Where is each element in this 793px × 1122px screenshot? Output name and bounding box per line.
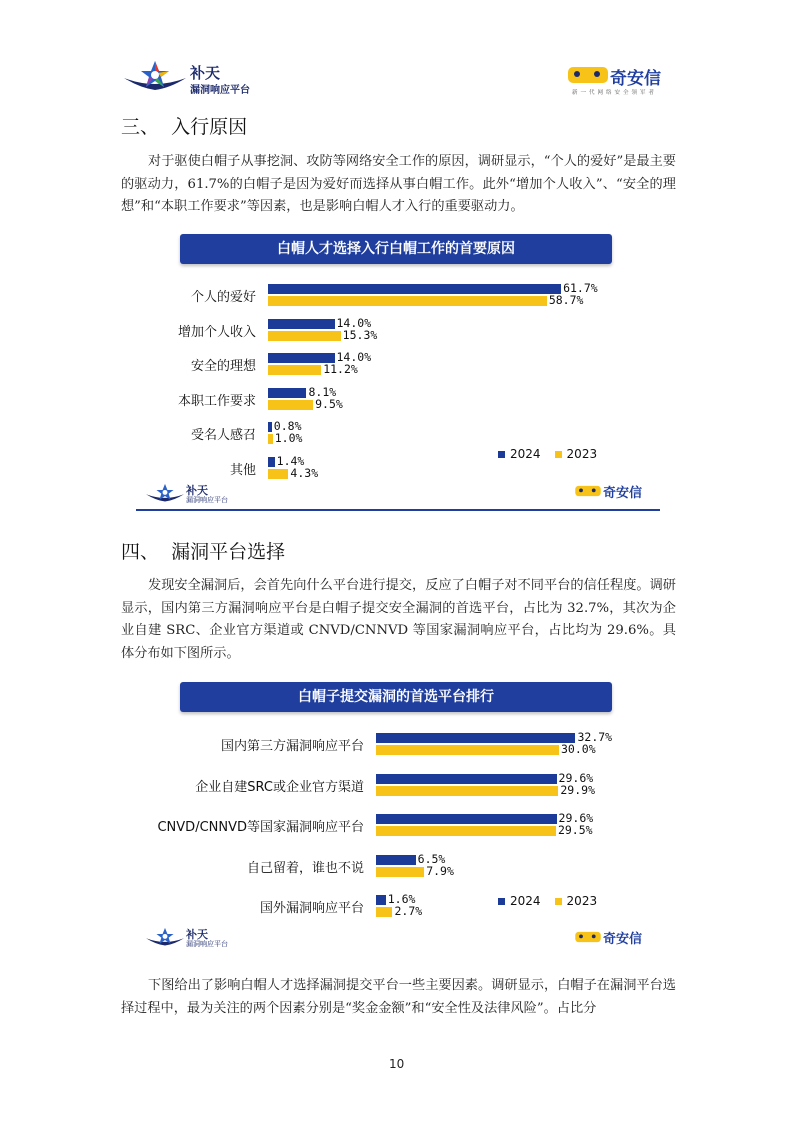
value-label: 11.2% — [323, 362, 358, 376]
bar-2024 — [376, 774, 557, 784]
value-label: 4.3% — [290, 465, 319, 480]
qianxin-logo-title: 奇安信 — [610, 69, 661, 89]
bar-2023 — [376, 907, 392, 917]
value-label: 1.0% — [274, 431, 303, 445]
value-label: 29.6% — [558, 811, 594, 825]
chart-plot — [136, 226, 660, 512]
value-label: 15.3% — [342, 327, 378, 342]
legend-swatch — [498, 451, 505, 458]
bar-2024 — [376, 895, 386, 905]
chart-footer-rule — [136, 509, 660, 511]
category-label: 个人的爱好 — [190, 290, 256, 305]
legend-swatch — [498, 898, 505, 905]
value-label: 14.0% — [336, 350, 372, 364]
value-label: 1.4% — [276, 453, 305, 468]
value-label: 7.9% — [426, 863, 454, 878]
bar-2023 — [268, 400, 313, 410]
legend-swatch — [555, 451, 562, 458]
bar-2023 — [376, 786, 558, 796]
value-label: 29.9% — [560, 782, 595, 797]
bar-2023 — [376, 745, 559, 755]
bar-2023 — [376, 826, 556, 836]
category-label: 受名人感召 — [190, 428, 256, 443]
value-label: 32.7% — [577, 730, 613, 744]
value-label: 29.6% — [558, 770, 594, 785]
qianxin-mascot-icon — [567, 64, 609, 86]
footer-butian-subtitle: 漏洞响应平台 — [186, 940, 228, 948]
category-label: 增加个人收入 — [177, 324, 256, 340]
section-3-title: 三、 入行原因 — [121, 116, 248, 138]
value-label: 58.7% — [548, 293, 584, 307]
category-label: 企业自建SRC或企业官方渠道 — [195, 779, 364, 795]
butian-logo-icon — [122, 58, 188, 94]
butian-logo-icon — [142, 926, 188, 948]
bar-2024 — [268, 388, 306, 398]
legend-item — [498, 447, 541, 461]
footer-butian-logo — [142, 482, 188, 508]
value-label: 8.1% — [308, 384, 337, 399]
value-label: 9.5% — [315, 396, 343, 411]
section-4-paragraph: 发现安全漏洞后，会首先向什么平台进行提交，反应了白帽子对不同平台的信任程度。调研显示，国内第三方漏洞响应平台是白帽子提交安全漏洞的首选平台，占比为 32.7%，其次为企业自建 SRC、企业官方渠道或 CNVD/CNNVD 等国家漏洞响应平台，占比均为 29.6%。具体分布如下图所示。 — [121, 578, 676, 661]
bar-2023 — [268, 331, 341, 341]
legend-item — [555, 894, 598, 908]
category-label: CNVD/CNNVD等国家漏洞响应平台 — [157, 820, 364, 835]
bar-2023 — [376, 867, 424, 877]
category-label: 自己留着，谁也不说 — [246, 860, 364, 876]
legend-label: 2024 — [510, 447, 541, 461]
value-label: 1.6% — [387, 892, 416, 906]
chart-entry-reasons — [136, 226, 660, 512]
legend-swatch — [555, 898, 562, 905]
section-3-paragraph: 对于驱使白帽子从事挖洞、攻防等网络安全工作的原因，调研显示，“个人的爱好”是最主要的驱动力，61.7%的白帽子是因为爱好而选择从事白帽工作。此外“增加个人收入”、“安全的理想”和“本职工作要求”等因素，也是影响白帽人才入行的重要驱动力。 — [121, 154, 676, 214]
legend-label: 2024 — [510, 894, 541, 908]
bar-2024 — [268, 422, 272, 432]
category-label: 其他 — [229, 462, 256, 478]
category-label: 国外漏洞响应平台 — [259, 901, 364, 916]
bar-2024 — [268, 284, 561, 294]
value-label: 61.7% — [563, 281, 598, 295]
page-number: 10 — [389, 1057, 405, 1071]
footer-qianxin-title: 奇安信 — [603, 932, 643, 947]
closing-paragraph: 下图给出了影响白帽人才选择漏洞提交平台一些主要因素。调研显示，白帽子在漏洞平台选择过程中，最为关注的两个因素分别是“奖金金额”和“安全性及法律风险”。占比分 — [121, 978, 676, 1016]
chart-platform-ranking — [136, 674, 660, 960]
butian-logo-subtitle: 漏洞响应平台 — [190, 85, 250, 96]
footer-butian-title: 补天 — [186, 484, 208, 497]
value-label: 30.0% — [561, 742, 596, 756]
bar-2023 — [268, 296, 547, 306]
bar-2023 — [268, 434, 273, 444]
legend-label: 2023 — [566, 894, 598, 908]
butian-logo-icon — [142, 482, 188, 504]
value-label: 2.7% — [394, 904, 423, 918]
footer-qianxin-mascot-icon — [574, 930, 602, 944]
chart-plot — [136, 674, 660, 960]
chart-legend — [498, 447, 611, 461]
bar-2024 — [376, 855, 416, 865]
legend-item — [555, 447, 598, 461]
footer-qianxin-title: 奇安信 — [603, 486, 643, 501]
footer-butian-title: 补天 — [186, 928, 208, 941]
bar-2023 — [268, 469, 288, 479]
footer-butian-logo — [142, 926, 188, 952]
value-label: 0.8% — [273, 419, 302, 433]
butian-logo-title: 补天 — [190, 64, 221, 82]
value-label: 14.0% — [336, 315, 372, 330]
bar-2024 — [268, 457, 275, 467]
bar-2024 — [268, 319, 335, 329]
value-label: 6.5% — [417, 851, 446, 866]
footer-qianxin-mascot-icon — [574, 484, 602, 498]
chart-title: 白帽子提交漏洞的首选平台排行 — [180, 682, 612, 712]
chart-legend — [498, 894, 611, 908]
legend-item — [498, 894, 541, 908]
section-4-title: 四、 漏洞平台选择 — [121, 541, 286, 563]
bar-2023 — [268, 365, 321, 375]
category-label: 本职工作要求 — [177, 393, 256, 409]
chart-title: 白帽人才选择入行白帽工作的首要原因 — [180, 234, 612, 264]
footer-butian-subtitle: 漏洞响应平台 — [186, 496, 228, 504]
legend-label: 2023 — [566, 447, 598, 461]
qianxin-logo-tagline: 新一代网络安全领军者 — [572, 90, 658, 96]
bar-2024 — [376, 733, 575, 743]
value-label: 29.5% — [557, 823, 593, 837]
category-label: 国内第三方漏洞响应平台 — [220, 739, 364, 754]
category-label: 安全的理想 — [190, 359, 256, 374]
bar-2024 — [376, 814, 557, 824]
